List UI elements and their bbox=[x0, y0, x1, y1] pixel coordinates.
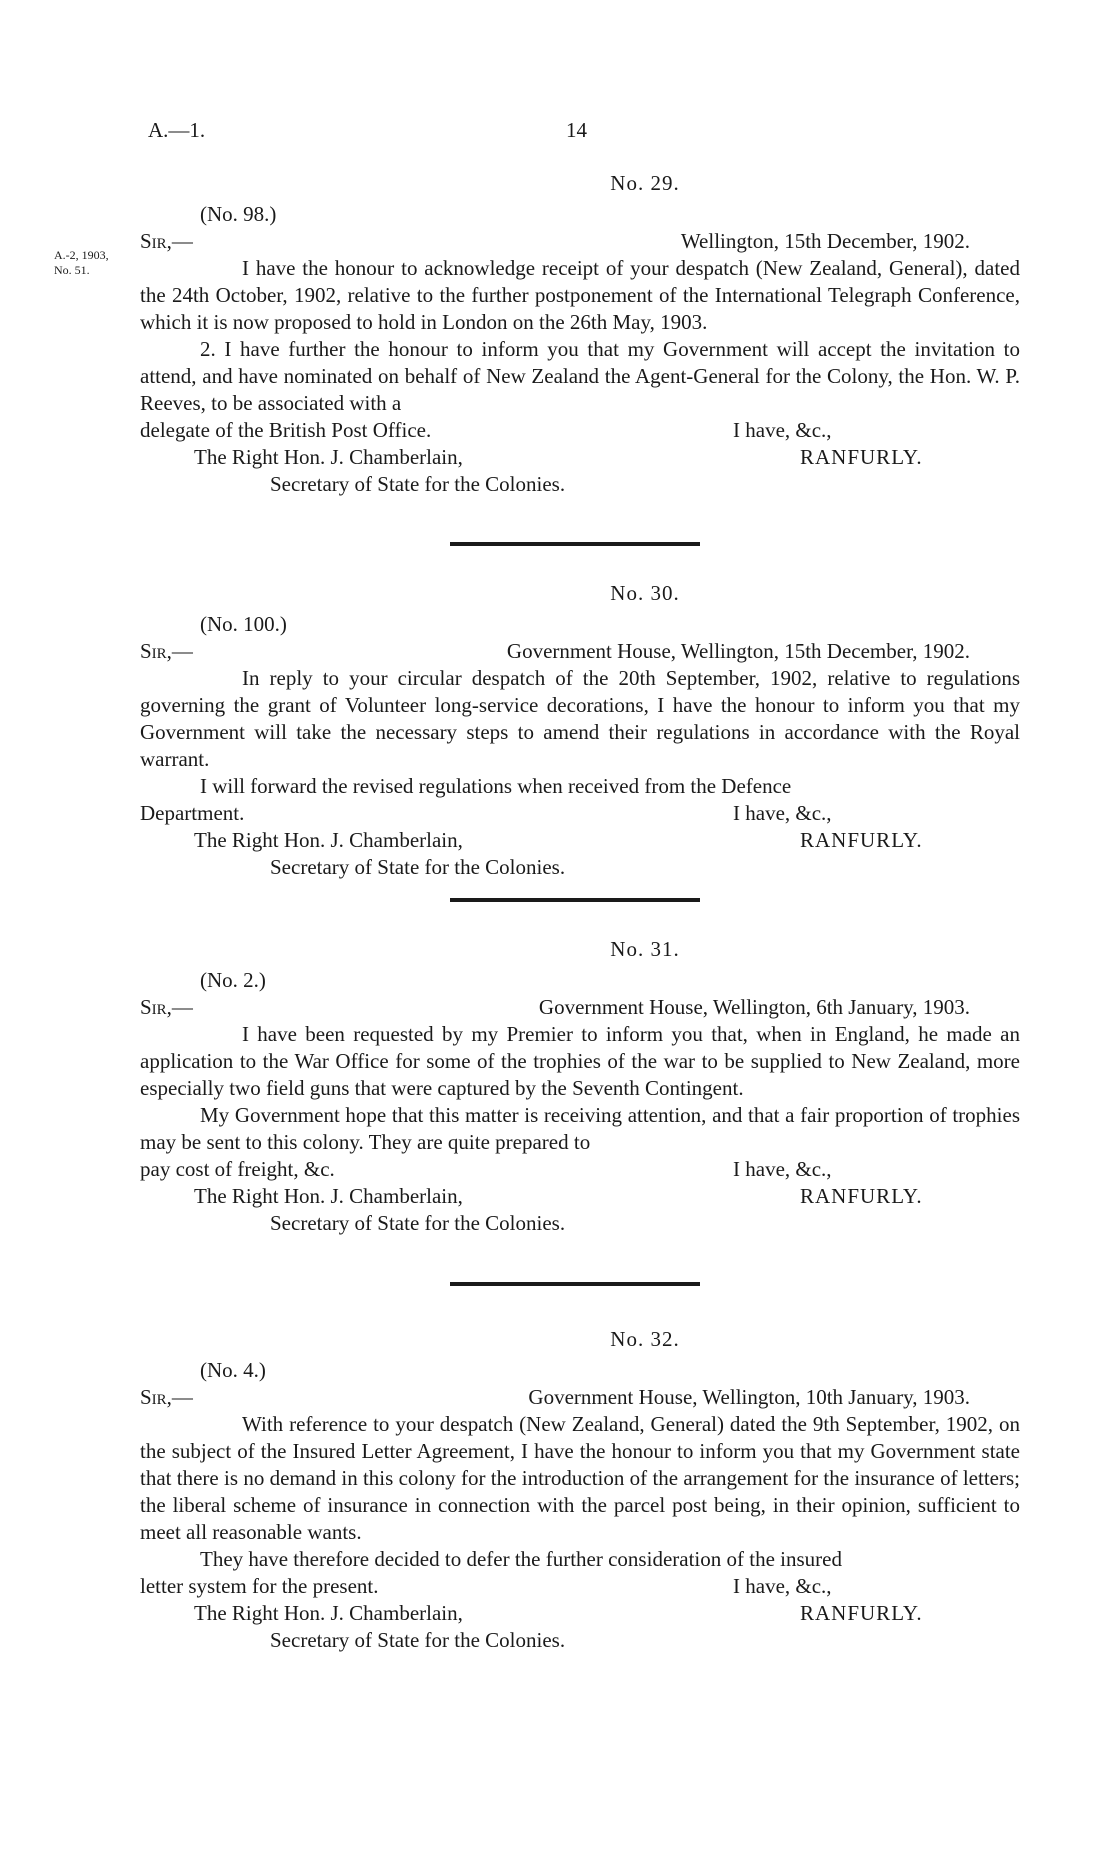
signature: RANFURLY. bbox=[800, 828, 923, 852]
addressee: The Right Hon. J. Chamberlain, bbox=[194, 445, 463, 469]
closing-text: letter system for the present. bbox=[140, 1574, 379, 1598]
letter-number: No. 32. bbox=[610, 1327, 680, 1351]
margin-note-line: A.-2, 1903, bbox=[54, 248, 109, 262]
addressee-title: Secretary of State for the Colonies. bbox=[270, 1211, 566, 1235]
closing-line bbox=[140, 1573, 1020, 1600]
body-paragraph: In reply to your circular despatch of the 20th September, 1902, relative to regulations governing the grant of Volunteer long-service decorations, I have the honour to inform you that my Government will take the necessary steps to amend their regulations in accordance with the Royal warrant. bbox=[140, 666, 1020, 771]
dispatch-number: (No. 2.) bbox=[200, 968, 266, 992]
salutation-line bbox=[140, 228, 1020, 255]
letter-number: No. 29. bbox=[610, 171, 680, 195]
body-paragraph: They have therefore decided to defer the further consideration of the insured bbox=[200, 1547, 842, 1571]
closing-phrase: I have, &c., bbox=[733, 418, 832, 442]
section-divider bbox=[450, 898, 700, 902]
salutation-line bbox=[140, 994, 1020, 1021]
letter-30 bbox=[140, 580, 1020, 881]
dispatch-number: (No. 4.) bbox=[200, 1358, 266, 1382]
salutation: Sir,— bbox=[140, 995, 193, 1019]
addressee-line bbox=[140, 1183, 1020, 1210]
addressee: The Right Hon. J. Chamberlain, bbox=[194, 1184, 463, 1208]
closing-text: delegate of the British Post Office. bbox=[140, 418, 432, 442]
letter-number: No. 31. bbox=[610, 937, 680, 961]
body-paragraph: With reference to your despatch (New Zealand, General) dated the 9th September, 1902, on the subject of the Insured Letter Agreement, I have the honour to inform you that my Government state that there is no demand in this colony for the introduction of the arrangement for the insurance of letters; the liberal scheme of insurance in connection with the parcel post being, in their opinion, sufficient to meet all reasonable wants. bbox=[140, 1412, 1020, 1544]
addressee-title: Secretary of State for the Colonies. bbox=[270, 1628, 566, 1652]
addressee-title: Secretary of State for the Colonies. bbox=[270, 855, 566, 879]
dispatch-number: (No. 98.) bbox=[200, 202, 277, 226]
salutation-line bbox=[140, 1384, 1020, 1411]
closing-phrase: I have, &c., bbox=[733, 801, 832, 825]
place-date: Government House, Wellington, 15th December, 1902. bbox=[506, 639, 970, 663]
page-reference: A.—1. bbox=[148, 118, 206, 142]
salutation-line bbox=[140, 638, 1020, 665]
addressee-line bbox=[140, 827, 1020, 854]
closing-text: Department. bbox=[140, 801, 245, 825]
letter-32 bbox=[140, 1326, 1020, 1654]
closing-line bbox=[140, 800, 1020, 827]
signature: RANFURLY. bbox=[800, 1184, 923, 1208]
signature: RANFURLY. bbox=[800, 1601, 923, 1625]
letter-31 bbox=[140, 936, 1020, 1237]
closing-phrase: I have, &c., bbox=[733, 1574, 832, 1598]
closing-text: pay cost of freight, &c. bbox=[140, 1157, 335, 1181]
section-divider bbox=[450, 542, 700, 546]
closing-line bbox=[140, 1156, 1020, 1183]
addressee-line bbox=[140, 1600, 1020, 1627]
body-paragraph: I have the honour to acknowledge receipt of your despatch (New Zealand, General), dated the 24th October, 1902, relative to the further postponement of the International Telegraph Conference, which it is now proposed to hold in London on the 26th May, 1903. bbox=[140, 256, 1020, 334]
dispatch-number: (No. 100.) bbox=[200, 612, 287, 636]
page-number: 14 bbox=[566, 118, 587, 142]
margin-note-line: No. 51. bbox=[54, 263, 90, 277]
salutation: Sir,— bbox=[140, 229, 193, 253]
signature: RANFURLY. bbox=[800, 445, 923, 469]
letter-number: No. 30. bbox=[610, 581, 680, 605]
addressee-line bbox=[140, 444, 1020, 471]
section-divider bbox=[450, 1282, 700, 1286]
addressee: The Right Hon. J. Chamberlain, bbox=[194, 1601, 463, 1625]
body-paragraph: I have been requested by my Premier to inform you that, when in England, he made an application to the War Office for some of the trophies of the war to be supplied to New Zealand, more especially two field guns that were captured by the Seventh Contingent. bbox=[140, 1022, 1020, 1100]
closing-line bbox=[140, 417, 1020, 444]
place-date: Government House, Wellington, 10th January, 1903. bbox=[528, 1385, 970, 1409]
addressee: The Right Hon. J. Chamberlain, bbox=[194, 828, 463, 852]
body-paragraph: I will forward the revised regulations when received from the Defence bbox=[200, 774, 792, 798]
letter-29 bbox=[140, 170, 1020, 498]
closing-phrase: I have, &c., bbox=[733, 1157, 832, 1181]
body-paragraph: My Government hope that this matter is receiving attention, and that a fair proportion of trophies may be sent to this colony. They are quite prepared to bbox=[140, 1103, 1020, 1154]
page-header bbox=[148, 118, 1018, 154]
place-date: Government House, Wellington, 6th January, 1903. bbox=[538, 995, 970, 1019]
salutation: Sir,— bbox=[140, 639, 193, 663]
salutation: Sir,— bbox=[140, 1385, 193, 1409]
body-paragraph: 2. I have further the honour to inform you that my Government will accept the invitation to attend, and have nominated on behalf of New Zealand the Agent-General for the Colony, the Hon. W. P. Reeves, to be associated with a bbox=[140, 337, 1020, 415]
addressee-title: Secretary of State for the Colonies. bbox=[270, 472, 566, 496]
margin-note bbox=[54, 248, 144, 278]
place-date: Wellington, 15th December, 1902. bbox=[680, 229, 970, 253]
